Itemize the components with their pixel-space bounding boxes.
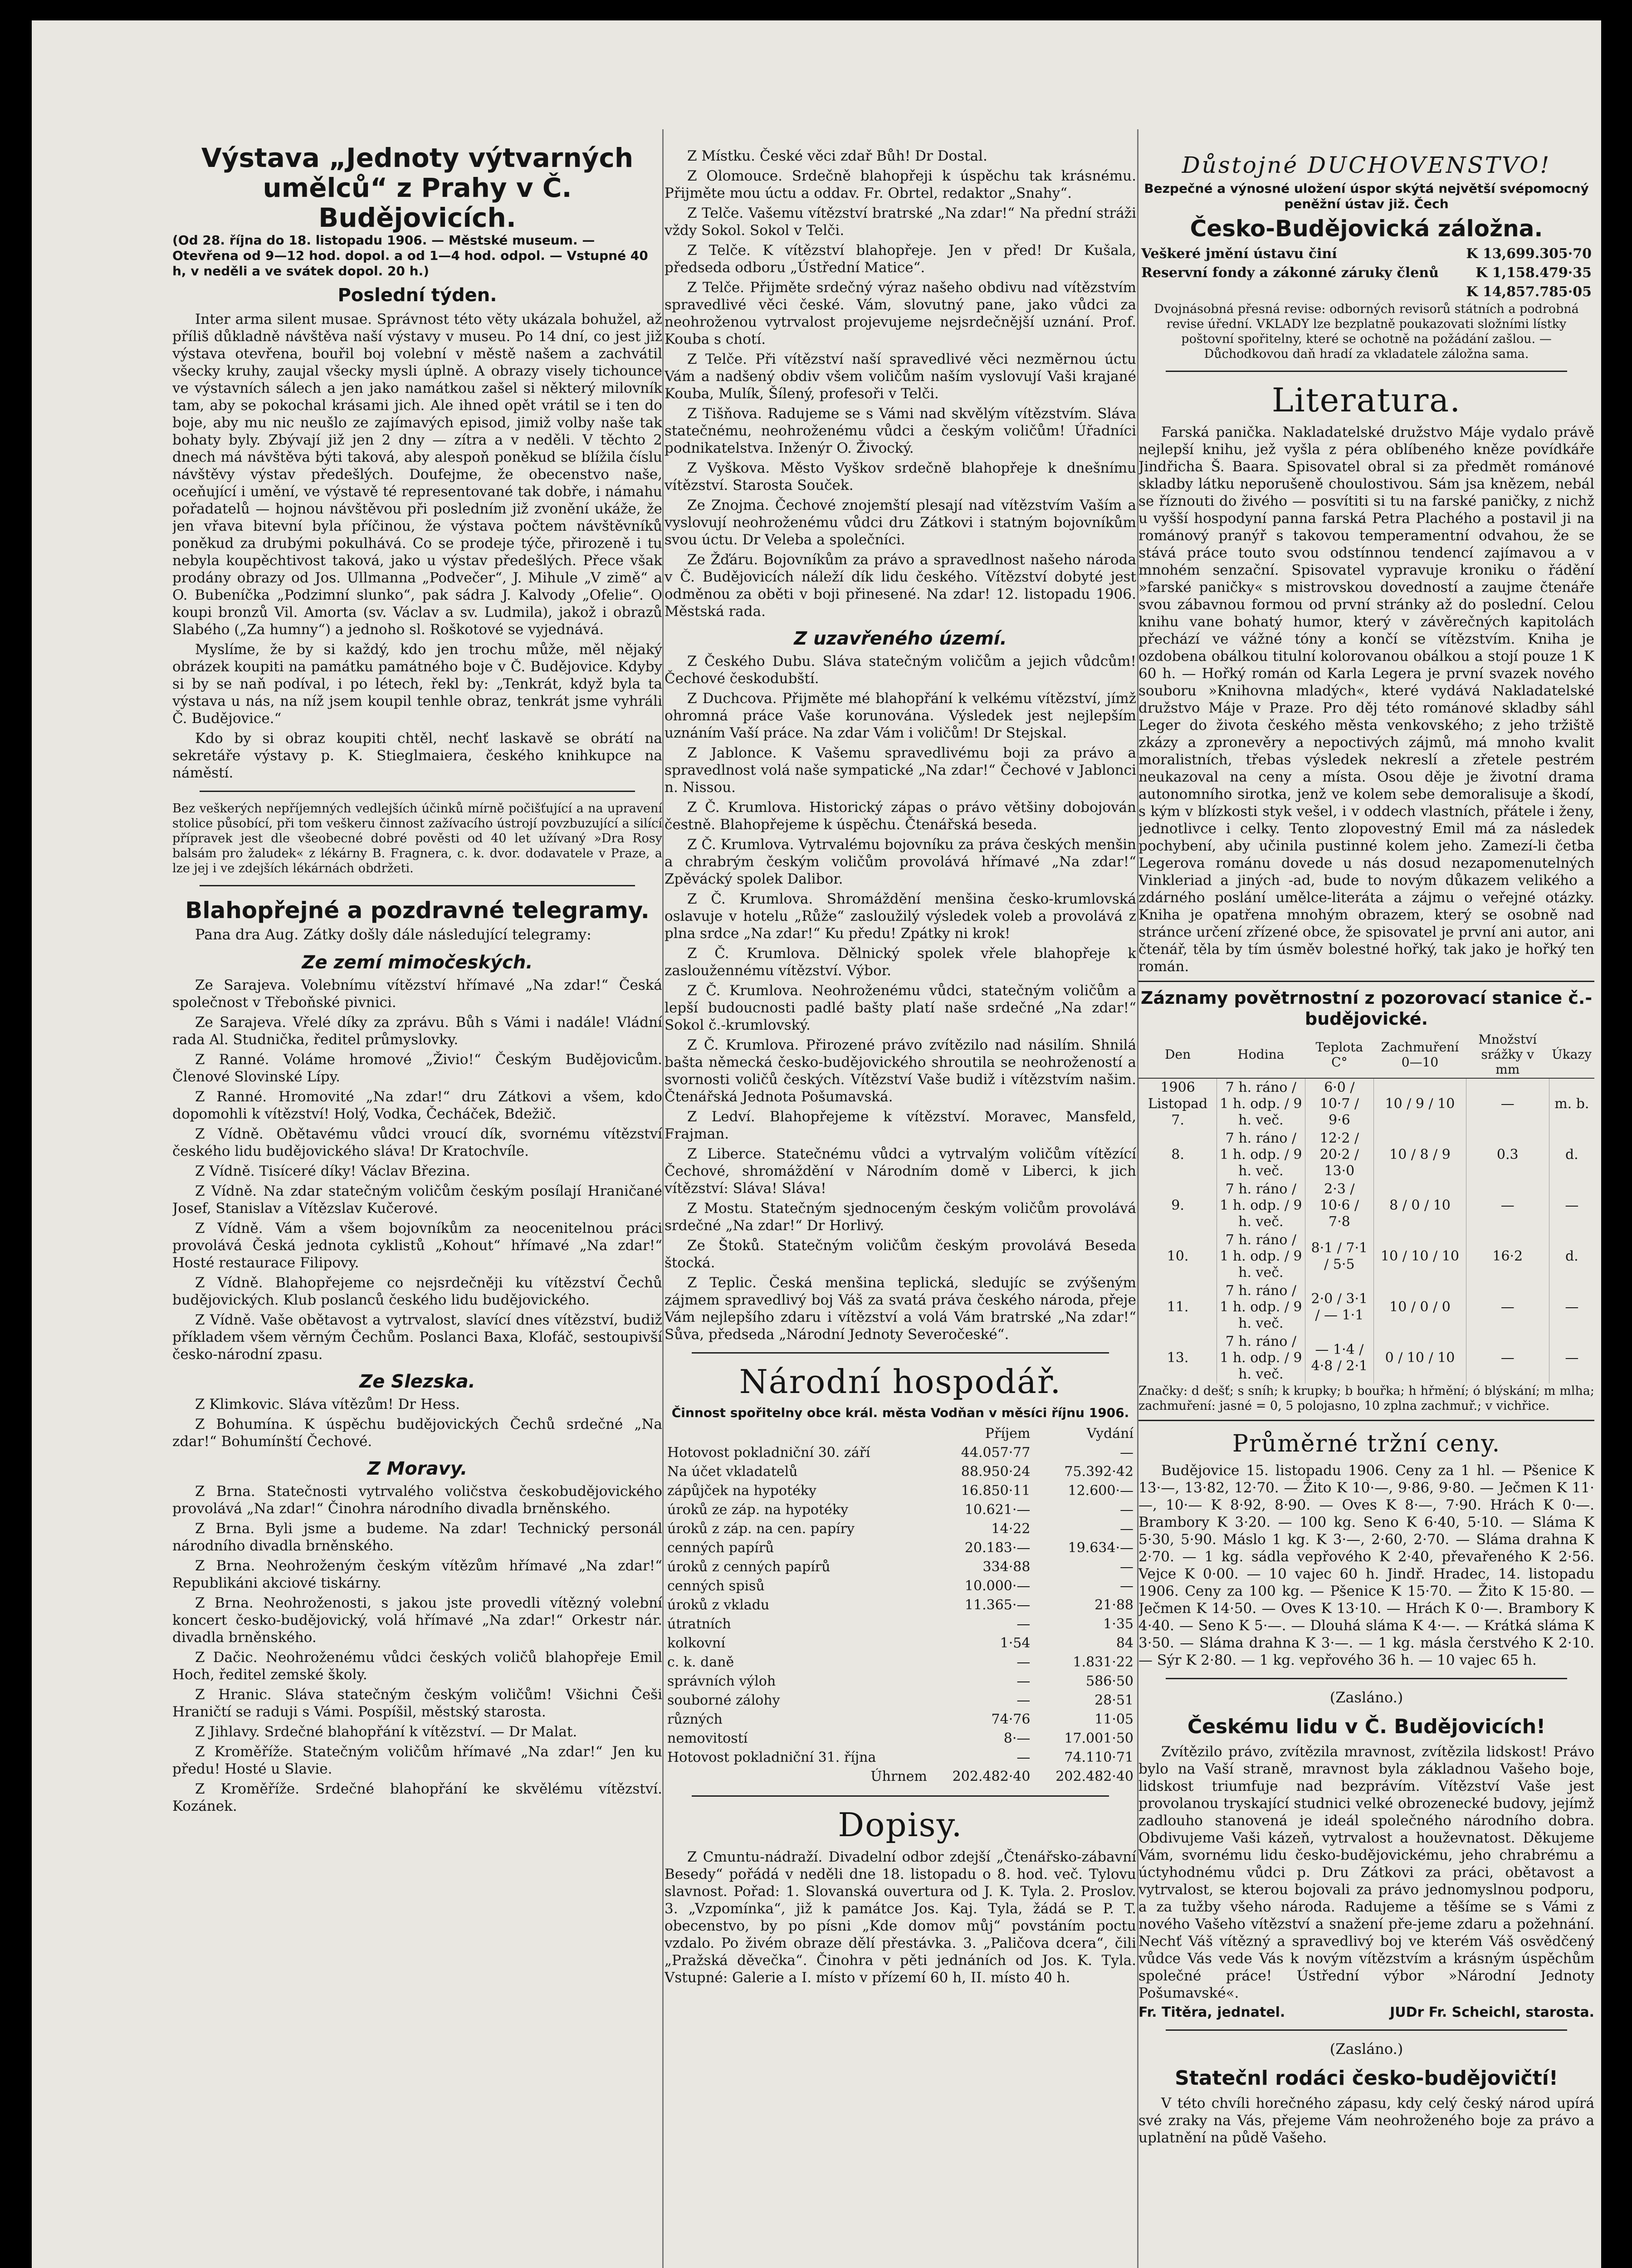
table-cell: 88.950·24 [961, 1464, 1031, 1480]
table-row [1139, 1333, 1595, 1383]
telegram-item: Z Ranné. Hromovité „Na zdar!“ dru Zátkovi a všem, kdo dopomohli k vítězství! Holý, Vodka, Čecháček, Bdežič. [172, 1089, 662, 1122]
telegram-item: Z Místku. České věci zdař Bůh! Dr Dostal. [687, 148, 987, 164]
total-income: 202.482·40 [952, 1769, 1031, 1784]
separator [1166, 2029, 1567, 2031]
telegram-item: Z Teplic. Česká menšina teplická, sledujíc se zvýšeným zájmem spravedlivý boj Váš za svatá práva českého národa, přeje Vám nejlepšího zdaru i vítězství a volá Vám bratrské „Na zdar!“ Sůva, předseda „Národní Jednoty Severočeské“. [665, 1275, 1136, 1343]
table-cell: Veškeré jmění ústavu činí [1141, 246, 1337, 262]
natives-paragraph: V této chvíli horečného zápasu, kdy celý český národ upírá své zraky na Vás, přejeme Vám neohroženého boje za právo a uplatnění na půdě Vašeho. [1138, 2095, 1594, 2146]
telegram-item: Z Kroměříže. Srdečné blahopřání ke skvělému vítězství. Kozánek. [172, 1781, 662, 1814]
table-cell: 7 h. ráno / 1 h. odp. / 9 h. več. [1217, 1129, 1305, 1180]
telegram-item: Z Jablonce. K Vašemu spravedlivému boji za právo a spravedlnost volá naše sympatické „Na zdar!“ Čechové v Jablonci n. Nissou. [665, 745, 1136, 796]
table-cell: úroků z cenných papírů [667, 1559, 831, 1575]
table-row [665, 1634, 1136, 1653]
telegram-item: Z Telče. Při vítězství naší spravedlivé věci nezměrnou úctu Vám a nadšený obdiv všem voličům naším vyslovují Vaši krajané Kouba, Mulík, Šílený, profesoři v Telči. [665, 351, 1136, 402]
table-row [1139, 1129, 1595, 1180]
table-cell: 8·— [1003, 1730, 1031, 1746]
table-cell: 586·50 [1086, 1673, 1134, 1689]
abroad-list [172, 977, 662, 1363]
table-row [1139, 1282, 1595, 1333]
table-cell: 9. [1139, 1180, 1217, 1231]
table-row [665, 1520, 1136, 1539]
telegram-item: Z Ranné. Voláme hromové „Živio!“ Českým Budějovicům. Členové Slovinské Lípy. [172, 1051, 662, 1085]
table-cell: 11·05 [1095, 1711, 1134, 1727]
table-row [665, 1691, 1136, 1710]
table-cell: — [1549, 1333, 1594, 1383]
table-cell: 16·2 [1466, 1231, 1549, 1282]
table-cell: 74·76 [991, 1711, 1031, 1727]
table-row [1138, 264, 1594, 283]
closed-territory-list [665, 653, 1136, 1343]
sent-in-label: (Zasláno.) [1329, 2040, 1403, 2058]
column-header: Úkazy [1549, 1031, 1594, 1078]
telegram-item: Z Českého Dubu. Sláva statečným voličům a jejich vůdcům! Čechové českodubští. [665, 653, 1136, 687]
table-cell: — [1120, 1559, 1134, 1575]
table-cell: 75.392·42 [1064, 1464, 1134, 1480]
telegram-item: Z Tišňova. Radujeme se s Vámi nad skvělým vítězstvím. Sláva statečnému, neohroženému vůdci a českým voličům! Úřadníci podnikatelstva. Inženýr O. Živocký. [665, 406, 1136, 456]
table-cell: c. k. daně [667, 1654, 734, 1670]
telegram-item: Ze Štoků. Statečným voličům českým provolává Beseda štocká. [665, 1237, 1136, 1271]
separator [200, 885, 635, 886]
table-cell: 10 / 9 / 10 [1374, 1078, 1466, 1129]
telegram-item: Z Kroměříže. Statečným voličům hřímavé „Na zdar!“ Jen ku předu! Hosté u Slavie. [172, 1744, 662, 1777]
separator [692, 1352, 1109, 1354]
silesia-title: Ze Slezska. [359, 1371, 475, 1392]
table-cell: 2·3 / 10·6 / 7·8 [1305, 1180, 1374, 1231]
col-head-income: Příjem [985, 1426, 1031, 1442]
weather-table [1138, 1031, 1594, 1383]
table-cell: úroků z záp. na cen. papíry [667, 1521, 855, 1537]
market-title: Průměrné tržní ceny. [1232, 1430, 1501, 1457]
abroad-title: Ze zemí mimočeských. [302, 952, 533, 973]
table-cell: K 13,699.305·70 [1466, 246, 1592, 262]
telegram-item: Z Telče. K vítězství blahopřeje. Jen v před! Dr Kušala, předseda odboru „Ústřední Matice“. [665, 242, 1136, 276]
telegram-item: Z Brna. Neohroženým českým vítězům hřímavé „Na zdar!“ Republikáni akciové tiskárny. [172, 1558, 662, 1591]
literature-title: Literatura. [1271, 381, 1461, 419]
table-cell: cenných papírů [667, 1540, 774, 1556]
literature-paragraph: Farská panička. Nakladatelské družstvo Máje vydalo právě nejlepší knihu, jež vyšla z péra oblíbeného kněze povídkáře Jindřicha Š. Baara. Spisovatel obral si za předmět románové skladby látku neporušeně choulostivou. Sám jsa knězem, nebál se říznouti do živého — posvítiti si tu na farské paničky, z nichž u vyšší hospodyní panna farská Petra Plachého a postavil ji na románový pranýř s takovou temperamentní odvahou, že se stává práce touto svou odstínnou tendencí zajímavou a v mnohém senzační. Spisovatel vypravuje kroniku o řádění »farské paničky« s mistrovskou dovedností a zaujme čtenáře svou zábavnou formou od první stránky až do poslední. Celou knihu vane bohatý humor, který v závěrečných kapitolách přechází ve vážné tóny a končí se vítězstvím. Kniha je ozdobena obálkou titulní kolorovanou obálkou a stojí pouze 1 K 60 h. — Hořký román od Karla Legera je první svazek nového souboru »Knihovna mladých«, které vydává Nakladatelské družstvo Máje v Praze. Pro děj této románové skladby sáhl Leger do života českého města venkovského; z jeho tržiště zkázy a zpronevěry a nepoctivých zájmů, má mnoho kvalit moralistních, třebas výsledek nekreslí a zřetele pestrém neukazoval na ceny a místa. Osou děje je životní drama autonomního sirotka, jenž ve kolem sebe demoralisuje a škodí, s kým v blízkosti styk vešel, i v oddech vlastních, přátele i ženy, jednotlivce i celky. Tento zlopovestný Emil má za následek pochybení, aby učinila pustinné kolem jeho. Zamezí-li četba Legerova románu dovede u nás dosud nezapomenutelných Vinkleriad a jiných -ad, bude to novým důkazem velikého a zdárného poslání umělce-literáta a zájmu o veřejné otázky. Kniha je opatřena mnohým obrazem, který se osobně nad stránce určení zřízené obce, že spisovatel je první ani autor, ani čtenář, těla by tím úsměv bolestné hořký, tak jako je hořký ten román. [1138, 424, 1594, 975]
table-cell: 10.000·— [964, 1578, 1031, 1594]
table-cell: — [1120, 1521, 1134, 1537]
telegram-item: Z Č. Krumlova. Dělnický spolek vřele blahopřeje k zasloužennému vítězství. Výbor. [665, 945, 1136, 979]
telegram-item: Z Brna. Statečnosti vytrvalého voličstva českobudějovického provolává „Na zdar!“ Činohra národního divadla brněnského. [172, 1483, 662, 1517]
exhibit-paragraph: Kdo by si obraz koupiti chtěl, nechť laskavě se obrátí na sekretáře výstavy p. K. Stieglmaiera, českého knihkupce na náměstí. [172, 730, 662, 781]
table-cell: Reservní fondy a zákonné záruky členů [1141, 265, 1439, 281]
table-cell: 84 [1116, 1635, 1134, 1651]
telegram-item: Z Č. Krumlova. Shromáždění menšina česko-krumlovská oslavuje v hotelu „Růže“ zasloužilý výsledek voleb a provolává z plna srdce „Na zdar!“ Ku předu! Zpátky ni krok! [665, 891, 1136, 942]
signature-left: Fr. Titěra, jednatel. [1138, 2004, 1285, 2020]
column-header: Den [1139, 1031, 1217, 1078]
exhibit-info: (Od 28. října do 18. listopadu 1906. — Městské museum. — Otevřena od 9—12 hod. dopol. a od 1—4 hod. odpol. — Vstupné 40 h, v neděli a ve svátek dopol. 20 h.) [172, 233, 648, 279]
table-cell: 13. [1139, 1333, 1217, 1383]
table-cell: — [1120, 1445, 1134, 1461]
table-row [665, 1596, 1136, 1615]
table-cell: souborné zálohy [667, 1692, 780, 1708]
table-cell: 11. [1139, 1282, 1217, 1333]
table-row [665, 1539, 1136, 1558]
column-right [1138, 20, 1594, 2268]
table-row [665, 1462, 1136, 1481]
telegram-item: Z Klimkovic. Sláva vítězům! Dr Hess. [195, 1396, 460, 1413]
table-cell: 1·54 [1000, 1635, 1031, 1651]
table-cell: 8 / 0 / 10 [1374, 1180, 1466, 1231]
table-cell [1138, 283, 1457, 302]
table-cell: m. b. [1549, 1078, 1594, 1129]
table-cell: 2·0 / 3·1 / — 1·1 [1305, 1282, 1374, 1333]
table-row [665, 1710, 1136, 1729]
column-middle [665, 20, 1136, 2268]
total-label: Úhrnem [870, 1769, 927, 1784]
table-cell: 10 / 10 / 10 [1374, 1231, 1466, 1282]
signature-right: JUDr Fr. Scheichl, starosta. [1390, 2004, 1594, 2020]
table-row [665, 1653, 1136, 1672]
table-cell: d. [1549, 1129, 1594, 1180]
separator [1166, 371, 1567, 372]
telegram-item: Z Duchcova. Přijměte mé blahopřání k velkému vítězství, jímž ohromná práce Vaše korunována. Výsledek jest nejlepším uznáním Vaší práce. Na zdar Vám i voličům! Dr Stejskal. [665, 690, 1136, 741]
table-cell: 74.110·71 [1064, 1750, 1134, 1765]
column-left [172, 20, 662, 2268]
telegram-item: Ze Žďáru. Bojovníkům za právo a spravedlnost našeho národa v Č. Budějovicích náleží dík lidu českého. Vítězství dobyté jest odměnou za oběti v boji přinesené. Na zdar! 12. listopadu 1906. Městská rada. [665, 552, 1136, 620]
separator [1166, 1678, 1567, 1679]
table-row [665, 1729, 1136, 1748]
table-cell: různých [667, 1711, 723, 1727]
natives-title: Statečnl rodáci česko-budějovičtí! [1175, 2067, 1558, 2090]
moravia-list [172, 1483, 662, 1815]
table-row [1139, 1078, 1595, 1129]
total-expense: 202.482·40 [1055, 1769, 1134, 1784]
column-header: Teplota C° [1305, 1031, 1374, 1078]
telegram-item: Z Brna. Byli jsme a budeme. Na zdar! Technický personál národního divadla brněnského. [172, 1520, 662, 1554]
appeal-title: Českému lidu v Č. Budějovicích! [1187, 1715, 1546, 1738]
table-cell: 44.057·77 [961, 1445, 1031, 1461]
table-cell: 12.600·— [1068, 1483, 1134, 1499]
table-cell: — [1466, 1333, 1549, 1383]
table-cell: d. [1549, 1231, 1594, 1282]
column-header: Zachmuření 0—10 [1374, 1031, 1466, 1078]
bank-name: Česko-Budějovická záložna. [1190, 215, 1543, 242]
column-header: Hodina [1217, 1031, 1305, 1078]
column-rule [662, 129, 664, 2268]
table-cell: cenných spisů [667, 1578, 765, 1594]
table-cell: 334·88 [982, 1559, 1031, 1575]
letters-paragraph: Z Cmuntu-nádraží. Divadelní odbor zdejší „Čtenářsko-zábavní Besedy“ pořádá v neděli dne 18. listopadu o 8. hod. več. Tylovu slavnost. Pořad: 1. Slovanská ouvertura od J. K. Tyla. 2. Proslov. 3. „Vzpomínka“, již k památce Jos. Kaj. Tyla, žádá se P. T. obecenstvo, by po písni „Kde domov můj“ povstáním poctu vzdalo. Po živém obraze dělí přestávka. 3. „Paličova dcera“, čili „Pražská děvečka“. Činohra v pěti jednáních od Jos. K. Tyla. Vstupné: Galerie a I. místo v přízemí 60 h, II. místo 40 h. [665, 1849, 1136, 1986]
telegram-item: Z Č. Krumlova. Přirozené právo zvítězilo nad násilím. Shnilá bašta německá česko-budějovického shroutila se neohrožeností a svornosti voličů českých. Vítězství Vaše budiž i vítězstvím našim. Čtenářská Jednota Pošumavská. [665, 1037, 1136, 1105]
table-cell: — [1466, 1078, 1549, 1129]
savings-table [665, 1424, 1136, 1786]
table-cell: 7 h. ráno / 1 h. odp. / 9 h. več. [1217, 1180, 1305, 1231]
telegram-item: Z Liberce. Statečnému vůdci a vytrvalým voličům vítězící Čechové, shromáždění v Národním domě v Liberci, k jich vítězství: Sláva! Sláva! [665, 1146, 1136, 1197]
closed-territory-title: Z uzavřeného území. [794, 628, 1007, 649]
table-row [665, 1748, 1136, 1767]
telegram-item: Z Mostu. Statečným sjednoceným českým voličům provolává srdečné „Na zdar!“ Dr Horlivý. [665, 1200, 1136, 1234]
table-row [665, 1558, 1136, 1577]
table-row [665, 1481, 1136, 1501]
clergy-ad-subtitle: Bezpečné a výnosné uložení úspor skýtá největší svépomocný peněžní ústav již. Čech [1144, 181, 1589, 211]
table-cell: 7 h. ráno / 1 h. odp. / 9 h. več. [1217, 1078, 1305, 1129]
table-cell: — [1549, 1180, 1594, 1231]
telegrams-intro: Pana dra Aug. Zátky došly dále následující telegramy: [195, 926, 591, 943]
weather-title: Záznamy povětrnostní z pozorovací stanice č.-budějovické. [1140, 988, 1593, 1029]
telegram-item: Z Vídně. Blahopřejeme co nejsrdečněji ku vítězství Čechů budějovických. Klub poslanců českého lidu budějovického. [172, 1275, 662, 1308]
clergy-ad-title: Důstojné DUCHOVENSTVO! [1182, 152, 1551, 178]
table-cell: 11.365·— [964, 1597, 1031, 1613]
advert-notice: Bez veškerých nepříjemných vedlejších účinků mírně počišťující a na upravení stolice působící, při tom veškeru činnost zažívacího ústrojí povzbuzující a silící přípravek jest dle všeobecné dobré pověsti od 40 let užívaný »Dra Rosy balsám pro žaludek« z lékárny B. Fragnera, c. k. dvor. dodavatele v Praze, a lze jej i ve zdejších lékárnách obdržeti. [172, 802, 662, 875]
telegram-item: Z Vyškova. Město Vyškov srdečně blahopřeje k dnešnímu vítězství. Starosta Souček. [665, 460, 1136, 494]
table-cell: 10. [1139, 1231, 1217, 1282]
table-row [665, 1672, 1136, 1691]
letters-title: Dopisy. [838, 1806, 963, 1844]
table-cell: 7 h. ráno / 1 h. odp. / 9 h. več. [1217, 1231, 1305, 1282]
market-paragraph: Budějovice 15. listopadu 1906. Ceny za 1 hl. — Pšenice K 13·—, 13·82, 12·70. — Žito K 10·—, 9·86, 9·80. — Ječmen K 11·—, 10·— K 8·92, 8·90. — Oves K 8·—, 7·90. Hrách K 0·—. Brambory K 3·20. — 100 kg. Seno K 6·40, 5·10. — Sláma K 5·30, 5·90. Máslo 1 kg. K 3·—, 2·60, 2·70. — Sláma drahna K 2·70. — 1 kg. sádla vepřového K 2·40, převařeného K 2·56. Vejce K 0·00. — 10 vajec 60 h. Jindř. Hradec, 14. listopadu 1906. Ceny za 100 kg. — Pšenice K 15·70. — Žito K 15·80. — Ječmen K 14·50. — Oves K 13·10. — Hrách K 0·—. Brambory K 4·40. — Seno K 5·—. — Dlouhá sláma K 4·—. — Krátká sláma K 3·50. — Sláma drahna K 3·—. — 1 kg. másla čerstvého K 2·10. — Sýr K 2·80. — 1 kg. vepřového 36 h. — 10 vajec 65 h. [1138, 1462, 1594, 1668]
table-cell: úroků ze záp. na hypotéky [667, 1502, 849, 1518]
separator [200, 791, 635, 792]
table-row [1139, 1180, 1595, 1231]
table-cell: — [1016, 1750, 1031, 1765]
economy-subtitle: Činnost spořitelny obce král. města Vodňan v měsíci říjnu 1906. [671, 1405, 1129, 1420]
bank-note: Dvojnásobná přesná revise: odborných revisorů státních a podrobná revise úřední. VKLADY lze bezplatně poukazovati složními lístky poštovní spořitelny, které se ochotně na požádání zašlou. — Důchodkovou daň hradí za vkladatele záložna sama. [1154, 302, 1579, 361]
column-header: Množství srážky v mm [1466, 1031, 1549, 1078]
table-cell: 1.831·22 [1073, 1654, 1134, 1670]
separator [692, 1795, 1109, 1797]
telegram-item: Z Vídně. Vaše obětavost a vytrvalost, slavící dnes vítězství, budiž příkladem všem věrným Čechům. Poslanci Baxa, Klofáč, sestoupivší česko-národní zpasu. [172, 1312, 662, 1363]
table-cell: 7 h. ráno / 1 h. odp. / 9 h. več. [1217, 1282, 1305, 1333]
table-cell: 19.634·— [1068, 1540, 1134, 1556]
table-cell: — [1016, 1673, 1031, 1689]
telegram-item: Z Vídně. Tisíceré díky! Václav Březina. [195, 1163, 470, 1179]
telegram-item: Z Č. Krumlova. Historický zápas o právo většiny dobojován čestně. Blahopřejeme k úspěchu. Čtenářská beseda. [665, 799, 1136, 833]
weather-legend: Značky: d dešť; s sníh; k krupky; b bouřka; h hřmění; ó blýskání; m mlha; zachmuření: jasné = 0, 5 polojasno, 10 zplna zachmuř.; v vichřice. [1138, 1384, 1594, 1413]
telegram-item: Z Č. Krumlova. Neohroženému vůdci, statečným voličům a lepší budoucnosti padlé bašty platí naše srdečné „Na zdar!“ Sokol č.-krumlovský. [665, 982, 1136, 1033]
table-cell: Hotovost pokladniční 30. září [667, 1445, 870, 1461]
table-row [1138, 283, 1594, 302]
table-cell: — [1120, 1578, 1134, 1594]
appeal-signature [1138, 2004, 1594, 2020]
table-cell: — [1466, 1180, 1549, 1231]
table-cell: nemovitostí [667, 1730, 748, 1746]
telegram-item: Z Olomouce. Srdečně blahopřeji k úspěchu tak krásnému. Přijměte mou úctu a oddav. Fr. Obrtel, redaktor „Snahy“. [665, 168, 1136, 201]
table-cell: Hotovost pokladniční 31. října [667, 1750, 876, 1765]
telegram-item: Ze Sarajeva. Volebnímu vítězství hřímavé „Na zdar!“ Česká společnost v Třeboňské pivnici. [172, 977, 662, 1011]
table-cell: 1·35 [1103, 1616, 1134, 1632]
moravia-title: Z Moravy. [367, 1458, 468, 1479]
telegram-item: Z Ledví. Blahopřejeme k vítězství. Moravec, Mansfeld, Frajman. [665, 1109, 1136, 1142]
table-cell: zápůjček na hypotéky [667, 1483, 817, 1499]
table-cell: 0.3 [1466, 1129, 1549, 1180]
table-cell: K 14,857.785·05 [1466, 284, 1592, 300]
table-row [1139, 1231, 1595, 1282]
table-cell: 12·2 / 20·2 / 13·0 [1305, 1129, 1374, 1180]
table-cell: — [1120, 1502, 1134, 1518]
telegram-item: Z Vídně. Na zdar statečným voličům českým posílají Hraničané Josef, Stanislav a Vítězslav Kučerové. [172, 1183, 662, 1217]
silesia-list [172, 1396, 662, 1450]
table-cell: 14·22 [991, 1521, 1031, 1537]
table-cell: 0 / 10 / 10 [1374, 1333, 1466, 1383]
table-cell: 21·88 [1095, 1597, 1134, 1613]
table-cell: — [1016, 1654, 1031, 1670]
table-row [665, 1443, 1136, 1462]
table-cell: Na účet vkladatelů [667, 1464, 798, 1480]
table-cell: 17.001·50 [1064, 1730, 1134, 1746]
table-cell: 8. [1139, 1129, 1217, 1180]
table-cell: — 1·4 / 4·8 / 2·1 [1305, 1333, 1374, 1383]
telegram-item: Ze Sarajeva. Vřelé díky za zprávu. Bůh s Vámi i nadále! Vládní rada Al. Studnička, ředitel průmyslovky. [172, 1014, 662, 1048]
table-cell: správních výloh [667, 1673, 776, 1689]
table-cell: K 1,158.479·35 [1476, 265, 1592, 281]
exhibit-paragraph: Myslíme, že by si každý, kdo jen trochu může, měl nějaký obrázek koupiti na památku památného boje v Č. Budějovice. Kdyby si by se naň podíval, i po létech, řekl by: „Tenkrát, když byla ta výstava u nás, na níž jsem koupil tenhle obraz, tenkrát jsme vyhráli Č. Budějovice.“ [172, 641, 662, 727]
col-head-expense: Vydání [1086, 1426, 1134, 1442]
table-cell: 10 / 0 / 0 [1374, 1282, 1466, 1333]
table-row [665, 1501, 1136, 1520]
table-cell: 10.621·— [964, 1502, 1031, 1518]
telegram-item: Ze Znojma. Čechové znojemští plesají nad vítězstvím Vaším a vyslovují neohroženému vůdci dru Zátkovi i statným bojovníkům svou úctu. Dr Veleba a společníci. [665, 497, 1136, 548]
table-cell: úroků z vkladu [667, 1597, 770, 1613]
table-row [665, 1615, 1136, 1634]
table-cell: — [1016, 1616, 1031, 1632]
table-cell: 7 h. ráno / 1 h. odp. / 9 h. več. [1217, 1333, 1305, 1383]
table-cell: 16.850·11 [961, 1483, 1031, 1499]
telegram-item: Z Telče. Vašemu vítězství bratrské „Na zdar!“ Na přední stráži vždy Sokol. Sokol v Telči. [665, 205, 1136, 239]
exhibit-title: Výstava „Jednoty výtvarných umělců“ z Prahy v Č. Budějovicích. [201, 142, 634, 233]
telegram-item: Z Brna. Neohroženosti, s jakou jste provedli vítězný volební koncert česko-budějovický, volá hřímavé „Na zdar!“ Orkestr nár. divadla brněnského. [172, 1595, 662, 1646]
paper-sheet [32, 20, 1601, 2268]
telegram-item: Z Telče. Přijměte srdečný výraz našeho obdivu nad vítězstvím spravedlivé věci české. Vám, slovutný pane, jako vůdci za neohroženou vytrvalost projevujeme nejsrdečnější uznání. Prof. Kouba s chotí. [665, 279, 1136, 347]
bank-table [1138, 244, 1594, 302]
table-row [665, 1577, 1136, 1596]
table-cell: — [1549, 1282, 1594, 1333]
table-cell: — [1016, 1692, 1031, 1708]
table-cell: 28·51 [1095, 1692, 1134, 1708]
table-row [1138, 244, 1594, 264]
exhibit-subtitle: Poslední týden. [337, 285, 497, 306]
appeal-paragraph: Zvítězilo právo, zvítězila mravnost, zvítězila lidskost! Právo bylo na Vaší straně, mravnost byla základnou Vašeho boje, lidskost triumfuje nad bezprávím. Vítězství Vaše jest provolanou tryskající studnici velké obrozenecké budovy, jejímž zadlouho stanovená je ideál společného národního dobra. Obdivujeme Vaši kázeň, vytrvalost a houževnatost. Děkujeme Vám, svornému lidu česko-budějovickému, jeho chrabrému a úctyhodnému vůdci p. Dru Zátkovi za práci, obětavost a vytrvalost, se kterou bojovali za právo jednomyslnou podporu, a za tužby všeho národa. Radujeme a těšíme se s Vámi z nového Vašeho vítězství a snažení pře-jeme zdaru a požehnání. Nechť Váš vítězný a spravedlivý boj ve kterém Váš osvědčený vůdce Vás vede Vás k novým vítězstvím a krásným úspěchům společné práce! Ústřední výbor »Národní Jednoty Pošumavské«. [1138, 1744, 1594, 2001]
telegram-item: Z Vídně. Obětavému vůdci vroucí dík, svornému vítězství českého lidu budějovického sláva! Dr Kratochvíle. [172, 1126, 662, 1159]
table-cell: kolkovní [667, 1635, 725, 1651]
telegrams-continued [665, 147, 1136, 620]
telegrams-title: Blahopřejné a pozdravné telegramy. [185, 897, 650, 924]
table-cell: 20.183·— [964, 1540, 1031, 1556]
sent-in-label: (Zasláno.) [1329, 1689, 1403, 1706]
telegram-item: Z Bohumína. K úspěchu budějovických Čechů srdečné „Na zdar!“ Bohumínští Čechové. [172, 1416, 662, 1450]
telegram-item: Z Vídně. Vám a všem bojovníkům za neocenitelnou práci provolává Česká jednota cyklistů „Kohout“ hřímavé „Na zdar!“ Hosté restaurace Filipovy. [172, 1220, 662, 1271]
table-cell: 1906 Listopad 7. [1139, 1078, 1217, 1129]
telegram-item: Z Č. Krumlova. Vytrvalému bojovníku za práva českých menšin a chrabrým českým voličům provolává hřímavé „Na zdar!“ Zpěvácký spolek Dalibor. [665, 836, 1136, 887]
table-cell: 10 / 8 / 9 [1374, 1129, 1466, 1180]
telegram-item: Z Jihlavy. Srdečné blahopřání k vítězství. — Dr Malat. [195, 1724, 577, 1740]
table-cell: 6·0 / 10·7 / 9·6 [1305, 1078, 1374, 1129]
table-cell: útratních [667, 1616, 731, 1632]
table-cell: 8·1 / 7·1 / 5·5 [1305, 1231, 1374, 1282]
table-cell: — [1466, 1282, 1549, 1333]
telegram-item: Z Hranic. Sláva statečným českým voličům! Všichni Češi Hraničtí se raduji s Vámi. Pospíšil, městský starosta. [172, 1686, 662, 1720]
telegram-item: Z Dačic. Neohroženému vůdci českých voličů blahopřeje Emil Hoch, ředitel zemské školy. [172, 1649, 662, 1683]
exhibit-paragraph: Inter arma silent musae. Správnost této věty ukázala bohužel, až příliš důkladně návštěva naší výstavy v museu. Po 14 dní, co jest již výstava otevřena, bouřil boj volební v městě našem a zachvátil všecky kruhy, zaujal všecky mysli úplně. A obrazy visely tichounce ve výstavních sálech a jen jako namátkou zašel si některý milovník tam, aby se pokochal krásami jich. Ale ihned opět vrátil se i ten do boje, aby mu nic neušlo ze zajímavých episod, jimiž volby naše tak bohaty byly. Zbývají již jen 2 dny — zítra a v neděli. V těchto 2 dnech má návštěva býti taková, aby alespoň poněkud se blížila číslu návštěvy výstav předešlých. Doufejme, že obecenstvo naše, oceňující i umění, ve výstavě té representované tak dobře, i námahu pořadatelů — hojnou návštěvou při posledním již zvonění ukáže, že jen vřava bitevní byla příčinou, že výstava počtem návštěvníků poněkud za drubými pokulhává. Co se prodeje týče, přirozeně i tu nebyla koupěchtivost taková, jako u výstav předešlých. Přece však prodány obrazy od Jos. Ullmanna „Podvečer“, J. Mihule „V zimě“ a O. Bubeníčka „Podzimní slunko“, pak sádra J. Kalvody „Ofelie“. O koupi bronzů Vil. Amorta (sv. Václav a sv. Ludmila), jakož i obrazů Slabého („Za humny“) a jednoho sl. Roškotové se vyjednává. [172, 311, 662, 638]
economy-title: Národní hospodář. [739, 1363, 1062, 1401]
